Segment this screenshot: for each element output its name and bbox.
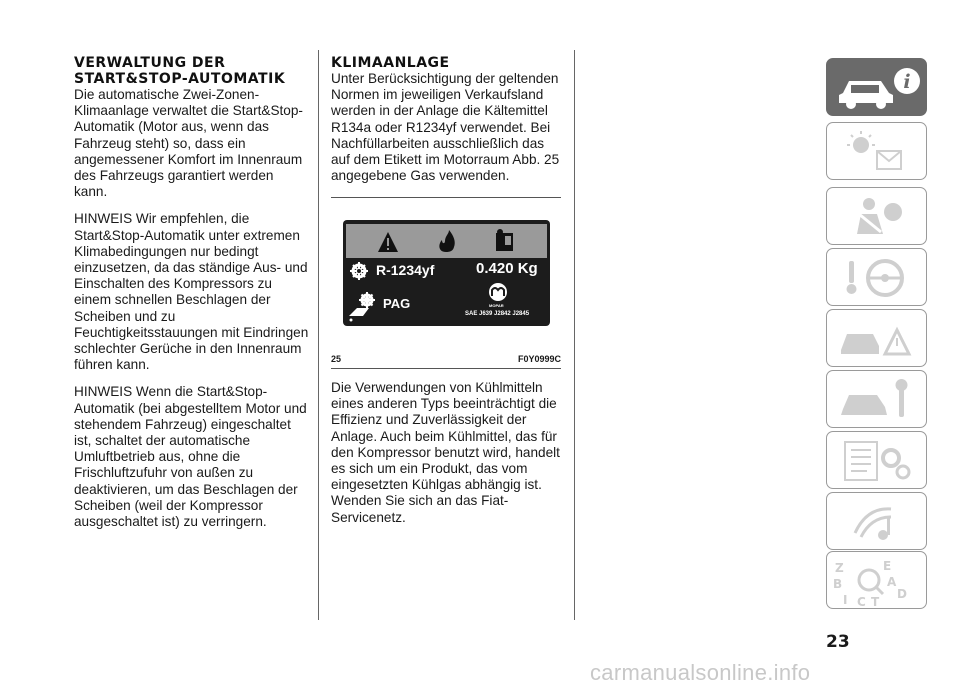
emergency-car-icon: [827, 310, 928, 368]
column-right-continued: [331, 380, 561, 537]
oil-type: PAG: [383, 296, 411, 311]
tab-knowing-vehicle[interactable]: [826, 58, 927, 116]
tab-emergency[interactable]: [826, 309, 927, 367]
figure-bottom-rule: [331, 368, 561, 369]
tab-safety[interactable]: [826, 187, 927, 245]
svg-text:D: D: [897, 587, 907, 601]
document-gear-icon: [827, 432, 928, 490]
svg-text:Z: Z: [835, 561, 844, 575]
music-signal-icon: [827, 493, 928, 551]
figure-code: F0Y0999C: [517, 354, 561, 364]
tab-starting-driving[interactable]: [826, 248, 927, 306]
paragraph: Die automatische Zwei-Zonen-Klimaanlage verwaltet die Start&Stop-Automatik (Motor aus, wenn das Fahrzeug steht) so, dass ein angemessener Komfort im Innenraum des Fahrzeugs garantiert werden kann.: [74, 87, 303, 200]
paragraph-note-1: HINWEIS Wir empfehlen, die Start&Stop-Automatik unter extremen Klimabedingungen nur bedingt einzusetzen, da das ständige Aus- und Einschalten des Kompressors zu einem schnellen Beschlagen der Scheiben und zu Feuchtigkeitsstauungen mit Eindringen schlechter Gerüche in den Innenraum führen kann.: [74, 211, 309, 373]
tab-dashboard-lights[interactable]: [826, 122, 927, 180]
column-left: [74, 55, 310, 541]
oil-can-icon: [349, 308, 369, 322]
column-right: [331, 55, 561, 195]
steering-wheel-icon: [827, 249, 928, 307]
svg-text:E: E: [883, 559, 892, 573]
watermark: carmanualsonline.info: [590, 660, 811, 685]
brand-text: MOPAR: [489, 303, 504, 308]
standards-text: SAE J639 J2842 J2845: [465, 311, 530, 317]
refrigerant-label-figure: [343, 220, 550, 326]
svg-text:T: T: [871, 595, 880, 609]
paragraph-note-2: HINWEIS Wenn die Start&Stop-Automatik (bei abgestelltem Motor und stehendem Fahrzeug) eingeschaltet ist, schaltet der automatische Umluftbetrieb aus, ohne die Frischluftzufuhr von außen zu deaktivieren, um das Beschlagen der Scheiben (weil der Kompressor ausgeschaltet ist) zu verringern.: [74, 384, 307, 530]
tab-multimedia[interactable]: [826, 492, 927, 550]
refrigerant-amount: 0.420 Kg: [476, 260, 538, 277]
mopar-logo-icon: [489, 283, 507, 301]
section-heading-climate: KLIMAANLAGE: [331, 55, 450, 71]
tab-maintenance[interactable]: [826, 370, 927, 428]
svg-text:I: I: [843, 593, 848, 607]
svg-text:C: C: [857, 595, 866, 609]
refrigerant-type: R-1234yf: [376, 262, 435, 278]
column-divider: [574, 50, 575, 620]
car-wrench-icon: [827, 371, 928, 429]
gear-icon: [350, 262, 368, 280]
paragraph: Die Verwendungen von Kühlmitteln eines anderen Typs beeinträchtigt die Effizienz und Zuverlässigkeit der Anlage. Auch beim Kühlmittel, das für den Kompressor benutzt wird, handelt es sich um ein Produkt, das vom eingesetzten Kühlgas abhängig ist. Wenden Sie sich an das Fiat-Servicenetz.: [331, 380, 560, 525]
svg-text:i: i: [903, 71, 911, 93]
alphabet-search-icon: [827, 552, 928, 610]
tab-index[interactable]: [826, 551, 927, 609]
car-info-icon: [827, 59, 928, 117]
svg-text:A: A: [887, 575, 897, 589]
tab-technical-data[interactable]: [826, 431, 927, 489]
seatbelt-airbag-icon: [827, 188, 928, 246]
warning-lights-icon: [827, 123, 928, 181]
figure-top-rule: [331, 197, 561, 198]
column-divider: [318, 50, 319, 620]
gear-icon: [359, 292, 375, 308]
section-heading-start-stop: VERWALTUNG DER START&STOP-AUTOMATIK: [74, 55, 286, 87]
page-number: 23: [826, 632, 850, 652]
svg-text:B: B: [833, 577, 843, 591]
figure-number: 25: [331, 354, 342, 364]
paragraph: Unter Berücksichtigung der geltenden Normen im jeweiligen Verkaufsland werden in der Anlage die Kältemittel R134a oder R1234yf verwendet. Bei Nachfüllarbeiten ausschließlich das auf dem Etikett im Motorraum Abb. 25 angegebene Gas verwenden.: [331, 71, 560, 184]
figure-caption: [331, 354, 561, 364]
